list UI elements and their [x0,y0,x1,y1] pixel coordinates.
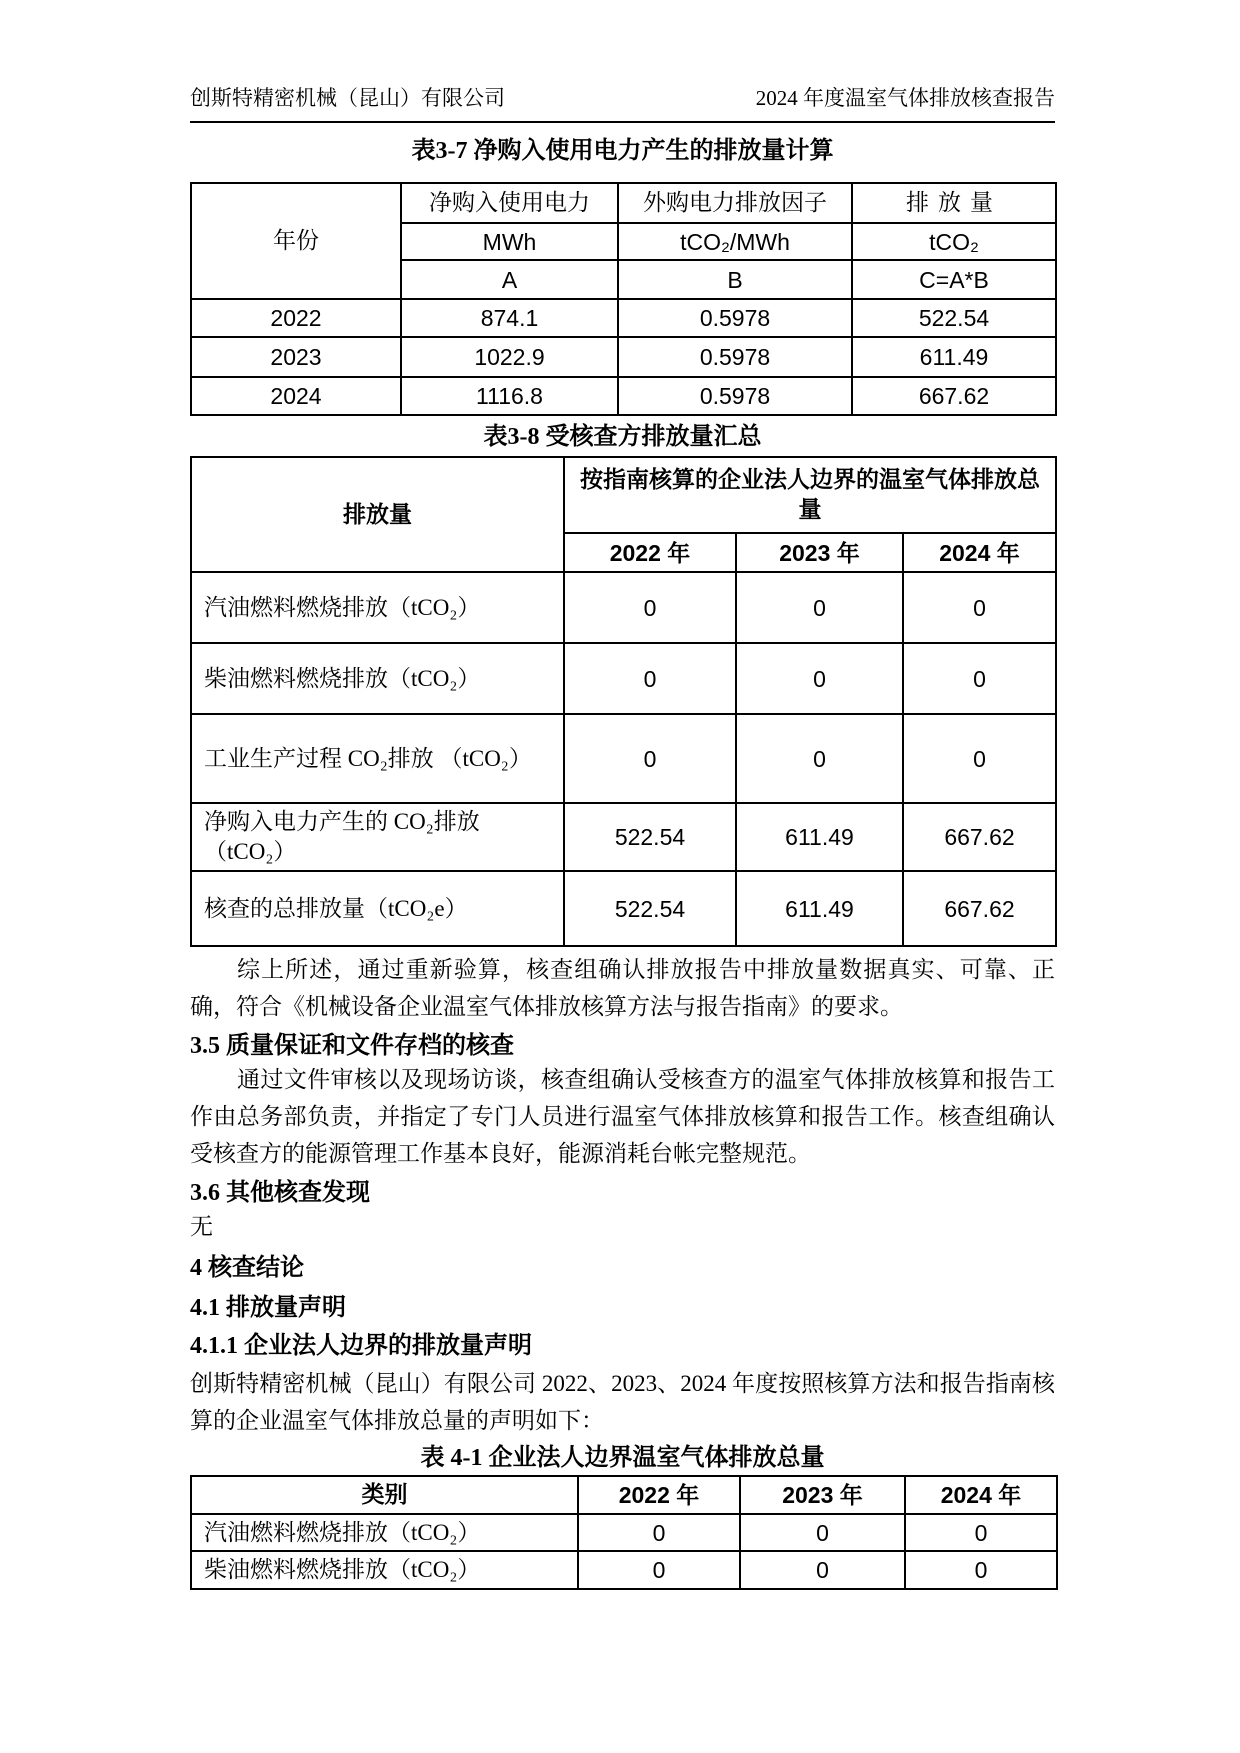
value-cell: 0 [905,1551,1057,1589]
label-cell: 工业生产过程 CO₂排放 （tCO₂） [191,714,564,803]
formula-cell: C=A*B [852,260,1056,299]
page-content [190,0,1055,1590]
value-cell: 0 [905,1514,1057,1551]
value-cell: 0 [564,572,736,643]
value-cell: 522.54 [564,803,736,871]
value-cell: 522.54 [564,871,736,946]
value-cell: 611.49 [852,337,1056,377]
label-cell: 柴油燃料燃烧排放（tCO₂） [191,1551,578,1589]
table-row [191,871,1056,946]
value-cell: 0.5978 [618,299,852,337]
label-cell: 汽油燃料燃烧排放（tCO₂） [191,1514,578,1551]
value-cell: 0.5978 [618,377,852,415]
year-cell: 2023 [191,337,401,377]
table-row [191,1476,1057,1514]
unit-cell: tCO₂ [852,223,1056,260]
unit-cell: tCO₂/MWh [618,223,852,260]
header-cell-year: 年份 [191,183,401,299]
table-row [191,1514,1057,1551]
table-4-1-caption: 表 4-1 企业法人边界温室气体排放总量 [420,1445,825,1471]
value-cell: 0 [903,714,1056,803]
value-cell: 0 [736,714,903,803]
table-3-7 [190,182,1057,416]
table-3-7-caption: 表3-7 净购入使用电力产生的排放量计算 [411,138,834,164]
value-cell: 0 [578,1514,740,1551]
header-cell: 外购电力排放因子 [618,183,852,223]
value-cell: 0 [578,1551,740,1589]
header-cell-year: 2023 年 [740,1476,905,1514]
unit-cell: MWh [401,223,618,260]
heading-4-1-1: 4.1.1 企业法人边界的排放量声明 [190,1333,532,1359]
table-3-8 [190,456,1057,947]
heading-4: 4 核查结论 [190,1255,304,1281]
header-divider [190,121,1055,123]
formula-cell: B [618,260,852,299]
table-row [191,457,1056,533]
table-row [191,1551,1057,1589]
value-cell: 0 [736,572,903,643]
table-row [191,337,1056,377]
value-cell: 0 [740,1551,905,1589]
value-cell: 667.62 [852,377,1056,415]
header-cell-category: 类别 [191,1476,578,1514]
table-row [191,572,1056,643]
value-cell: 522.54 [852,299,1056,337]
formula-cell: A [401,260,618,299]
label-cell: 净购入电力产生的 CO₂排放 （tCO₂） [191,803,564,871]
header-cell-year: 2022 年 [564,533,736,572]
header-cell-year: 2024 年 [903,533,1056,572]
table-4-1 [190,1475,1058,1590]
value-cell: 611.49 [736,871,903,946]
header-cell: 净购入使用电力 [401,183,618,223]
value-cell: 0 [903,572,1056,643]
value-cell: 1022.9 [401,337,618,377]
paragraph-none: 无 [190,1214,213,1239]
table-row [191,643,1056,714]
year-cell: 2022 [191,299,401,337]
table-row [191,183,1056,223]
year-cell: 2024 [191,377,401,415]
value-cell: 0.5978 [618,337,852,377]
value-cell: 0 [736,643,903,714]
value-cell: 667.62 [903,871,1056,946]
label-cell: 核查的总排放量（tCO₂e） [191,871,564,946]
header-cell-group: 按指南核算的企业法人边界的温室气体排放总量 [564,457,1056,533]
paragraph-summary: 综上所述，通过重新验算，核查组确认排放报告中排放量数据真实、可靠、正确，符合《机械设备企业温室气体排放核算方法与报告指南》的要求。 [190,957,1055,1019]
header-report-title: 2024 年度温室气体排放核查报告 [755,86,1055,110]
table-row [191,299,1056,337]
heading-3-5: 3.5 质量保证和文件存档的核查 [190,1033,514,1059]
value-cell: 0 [903,643,1056,714]
value-cell: 0 [564,643,736,714]
heading-4-1: 4.1 排放量声明 [190,1295,346,1321]
value-cell: 667.62 [903,803,1056,871]
header-cell-year: 2022 年 [578,1476,740,1514]
heading-3-6: 3.6 其他核查发现 [190,1180,370,1206]
header-cell-year: 2023 年 [736,533,903,572]
value-cell: 611.49 [736,803,903,871]
label-cell: 柴油燃料燃烧排放（tCO₂） [191,643,564,714]
value-cell: 0 [564,714,736,803]
header-company: 创斯特精密机械（昆山）有限公司 [190,86,505,110]
header-cell-emissions: 排放量 [191,457,564,572]
paragraph-declaration: 创斯特精密机械（昆山）有限公司 2022、2023、2024 年度按照核算方法和报告指南核算的企业温室气体排放总量的声明如下： [190,1371,1055,1433]
paragraph-qa: 通过文件审核以及现场访谈，核查组确认受核查方的温室气体排放核算和报告工作由总务部负责，并指定了专门人员进行温室气体排放核算和报告工作。核查组确认受核查方的能源管理工作基本良好，能源消耗台帐完整规范。 [190,1067,1055,1166]
page-header [190,0,1055,110]
value-cell: 1116.8 [401,377,618,415]
value-cell: 0 [740,1514,905,1551]
header-cell: 排放量 [852,183,1056,223]
label-cell: 汽油燃料燃烧排放（tCO₂） [191,572,564,643]
table-row [191,714,1056,803]
value-cell: 874.1 [401,299,618,337]
header-cell-year: 2024 年 [905,1476,1057,1514]
table-3-8-caption: 表3-8 受核查方排放量汇总 [483,424,762,450]
table-row [191,803,1056,871]
table-row [191,377,1056,415]
